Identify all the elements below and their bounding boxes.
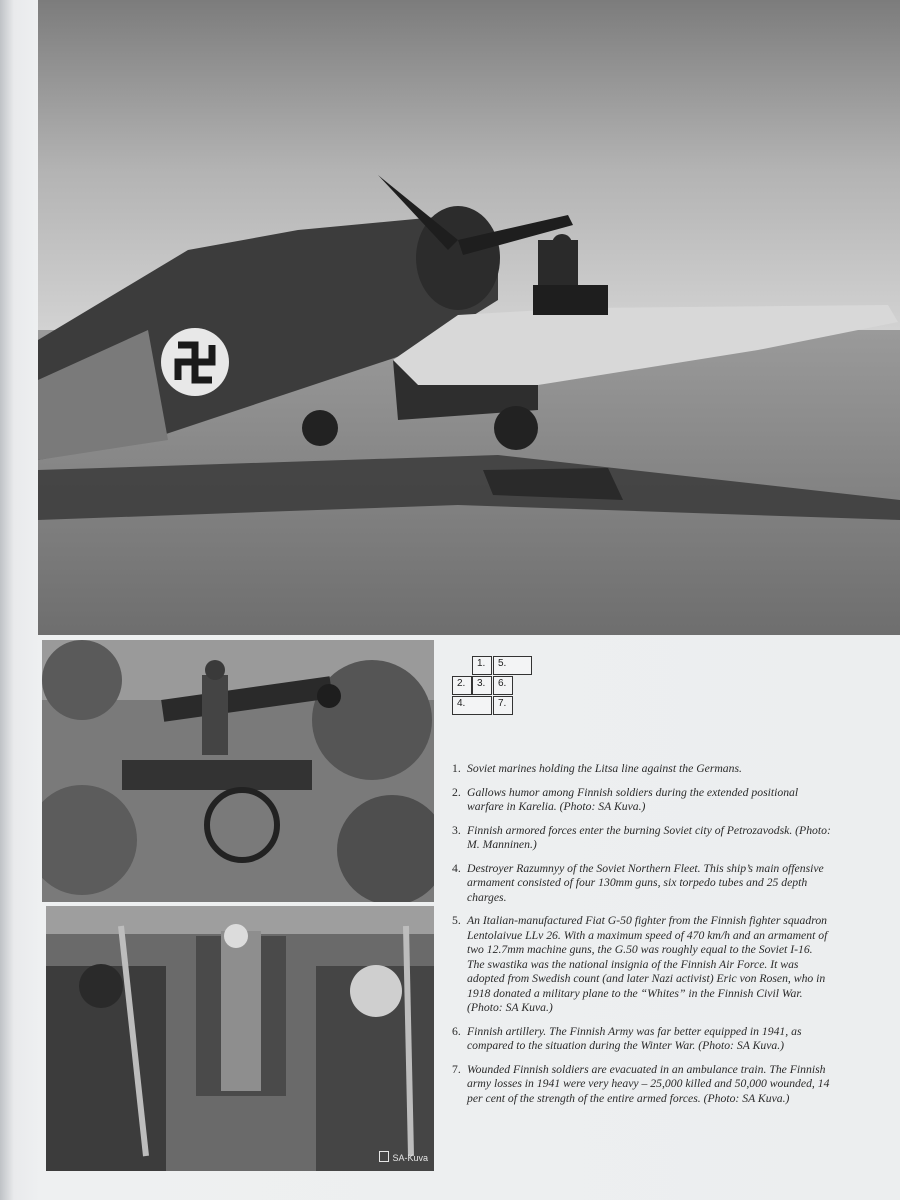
caption-number: 2. <box>452 785 461 799</box>
key-cell-7: 7. <box>493 696 513 715</box>
ambulance-train-image <box>46 906 434 1171</box>
fighter-plane-image <box>38 0 900 635</box>
photo-credit <box>379 1151 428 1163</box>
key-cell-3: 3. <box>472 676 492 695</box>
caption-number: 7. <box>452 1062 461 1076</box>
artillery-image <box>42 640 434 902</box>
photo-captions <box>452 762 832 1106</box>
caption-item <box>452 762 832 777</box>
caption-item <box>452 914 832 1016</box>
key-cell-5: 5. <box>493 656 532 675</box>
artillery-photo <box>42 640 434 902</box>
sa-kuva-logo-icon <box>379 1151 389 1162</box>
photo-position-key <box>452 656 536 716</box>
photo-credit-text: SA-Kuva <box>392 1153 428 1163</box>
key-cell-2: 2. <box>452 676 472 695</box>
caption-text: An Italian-manufactured Fiat G-50 fighter from the Finnish fighter squadron Lentolaivue LLv 26. With a maximum speed of 470 km/h and an armament of two 12.7mm machine guns, the G.50 was roughly equal to the Soviet I-16. The swastika was the national insignia of the Finnish Air Force. It was adopted from Swedish count (and later Nazi activist) Eric von Rosen, who in 1918 donated a military plane to the “Whites” in the Finnish Civil War. (Photo: SA Kuva.) <box>467 914 828 1014</box>
caption-text: Finnish armored forces enter the burning Soviet city of Petrozavodsk. (Photo: M. Manninen.) <box>467 823 831 851</box>
caption-text: Destroyer Razumnyy of the Soviet Northern Fleet. This ship’s main offensive armament consisted of four 130mm guns, six torpedo tubes and 25 depth charges. <box>467 861 824 904</box>
caption-number: 3. <box>452 823 461 837</box>
caption-number: 6. <box>452 1024 461 1038</box>
fighter-plane-photo <box>38 0 900 635</box>
caption-text: Wounded Finnish soldiers are evacuated in an ambulance train. The Finnish army losses in 1941 were very heavy – 25,000 killed and 50,000 wounded, 14 per cent of the strength of the entire armed forces. (Photo: SA Kuva.) <box>467 1062 830 1105</box>
key-cell-1: 1. <box>472 656 492 675</box>
key-cell-6: 6. <box>493 676 513 695</box>
caption-text: Gallows humor among Finnish soldiers during the extended positional warfare in Karelia. (Photo: SA Kuva.) <box>467 785 799 813</box>
caption-item <box>452 824 832 853</box>
caption-item <box>452 786 832 815</box>
caption-number: 4. <box>452 861 461 875</box>
caption-item <box>452 1025 832 1054</box>
caption-text: Finnish artillery. The Finnish Army was far better equipped in 1941, as compared to the situation during the Winter War. (Photo: SA Kuva.) <box>467 1024 802 1052</box>
key-cell-4: 4. <box>452 696 492 715</box>
caption-item <box>452 1063 832 1107</box>
ambulance-train-photo <box>46 906 434 1171</box>
caption-number: 5. <box>452 914 461 927</box>
caption-text: Soviet marines holding the Litsa line against the Germans. <box>467 762 742 775</box>
caption-item <box>452 862 832 906</box>
caption-number: 1. <box>452 762 461 775</box>
